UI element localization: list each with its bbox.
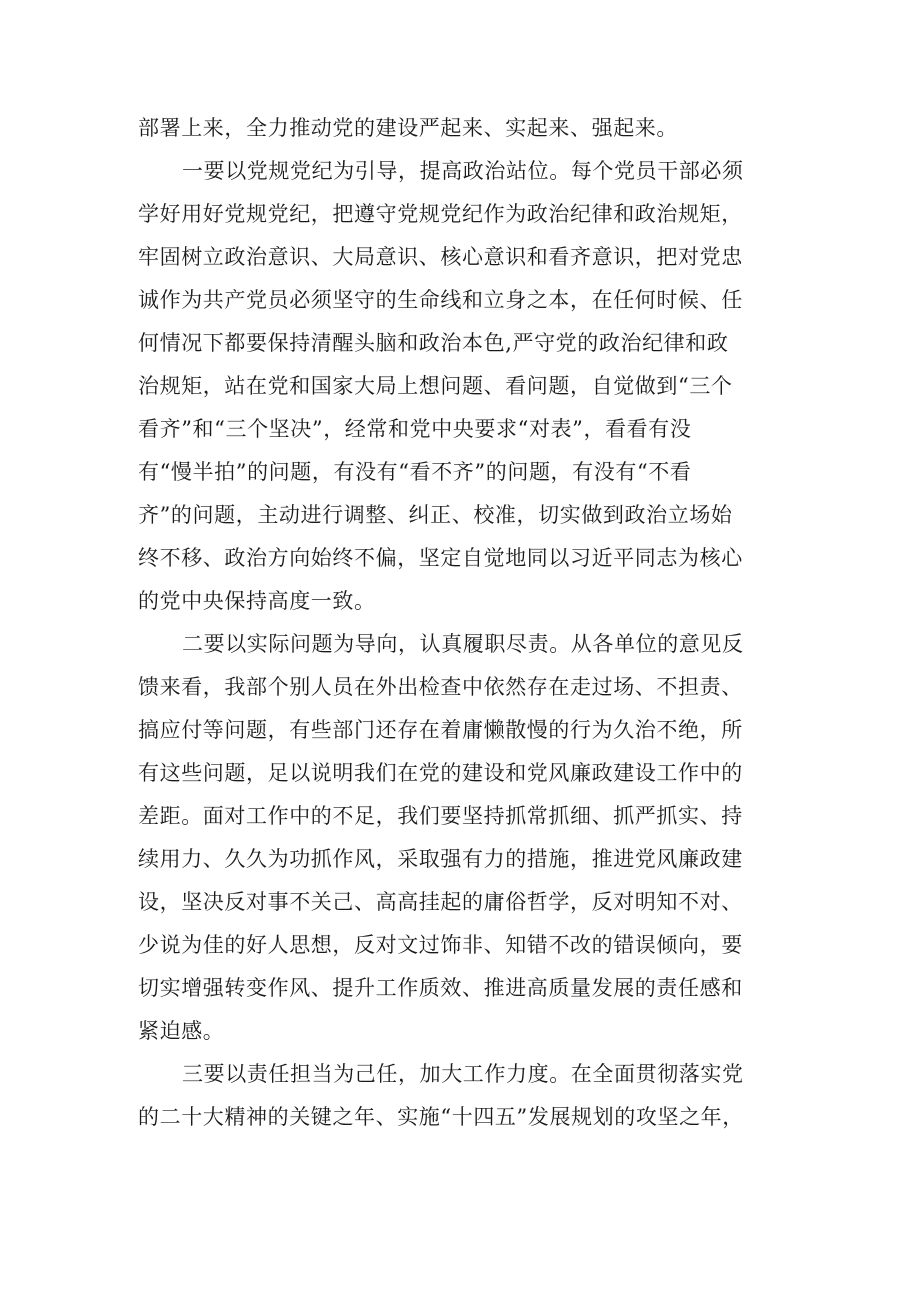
- text-line: 终不移、政治方向始终不偏，坚定自觉地同以习近平同志为核心: [138, 546, 743, 570]
- paragraph-first-line: 一要以党规党纪为引导，提高政治站位。每个党员干部必须: [182, 159, 744, 183]
- text-line: 差距。面对工作中的不足，我们要坚持抓常抓细、抓严抓实、持: [138, 804, 743, 828]
- text-line: 馈来看，我部个别人员在外出检查中依然存在走过场、不担责、: [138, 675, 743, 699]
- text-line: 何情况下都要保持清醒头脑和政治本色,严守党的政治纪律和政: [138, 331, 729, 355]
- text-line: 有“慢半拍”的问题，有没有“看不齐”的问题，有没有“不看: [138, 460, 692, 484]
- text-line: 齐”的问题，主动进行调整、纠正、校准，切实做到政治立场始: [138, 503, 733, 527]
- text-line: 治规矩，站在党和国家大局上想问题、看问题，自觉做到“三个: [138, 374, 733, 398]
- text-line: 有这些问题，足以说明我们在党的建设和党风廉政建设工作中的: [138, 761, 743, 785]
- text-line: 搞应付等问题，有些部门还存在着庸懒散慢的行为久治不绝，所: [138, 718, 743, 742]
- text-line: 少说为佳的好人思想，反对文过饰非、知错不改的错误倾向，要: [138, 933, 743, 957]
- text-line: 续用力、久久为功抓作风，采取强有力的措施，推进党风廉政建: [138, 847, 743, 871]
- text-line: 切实增强转变作风、提升工作质效、推进高质量发展的责任感和: [138, 976, 743, 1000]
- text-line: 的二十大精神的关键之年、实施“十四五”发展规划的攻坚之年，: [138, 1105, 744, 1129]
- text-line: 牢固树立政治意识、大局意识、核心意识和看齐意识，把对党忠: [138, 245, 743, 269]
- text-line: 紧迫感。: [138, 1019, 225, 1043]
- text-line: 看齐”和“三个坚决”，经常和党中央要求“对表”，看看有没: [138, 417, 692, 441]
- text-line: 学好用好党规党纪，把遵守党规党纪作为政治纪律和政治规矩，: [138, 202, 743, 226]
- text-line: 诚作为共产党员必须坚守的生命线和立身之本，在任何时候、任: [138, 288, 743, 312]
- text-line: 设，坚决反对事不关己、高高挂起的庸俗哲学，反对明知不对、: [138, 890, 743, 914]
- paragraph-first-line: 二要以实际问题为导向，认真履职尽责。从各单位的意见反: [182, 632, 744, 656]
- text-line: 的党中央保持高度一致。: [138, 589, 376, 613]
- paragraph-first-line: 三要以责任担当为己任，加大工作力度。在全面贯彻落实党: [182, 1062, 744, 1086]
- text-line: 部署上来，全力推动党的建设严起来、实起来、强起来。: [138, 116, 678, 140]
